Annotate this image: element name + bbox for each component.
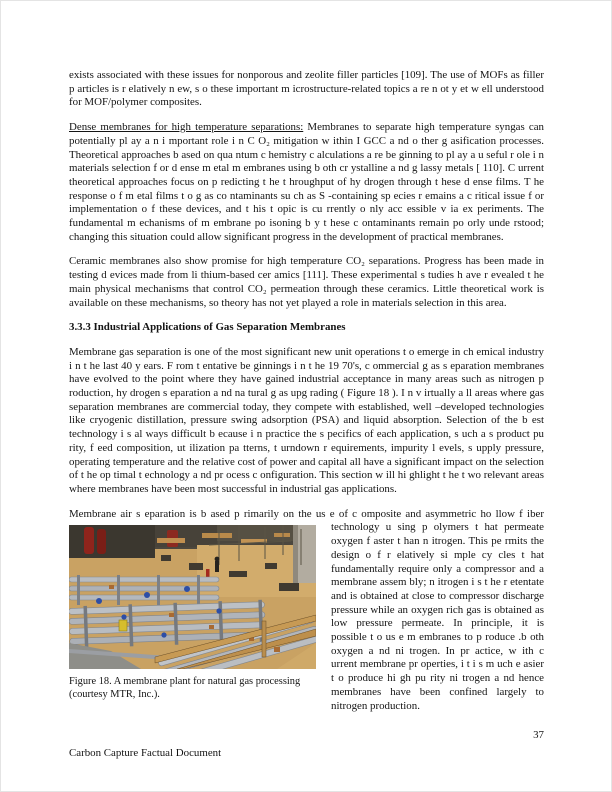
air-separation-intro: Membrane air s eparation is b ased p rimarily on the us e of c omposite and asymmetric ho llow f iber bbox=[69, 507, 544, 520]
dense-membranes-body: Membranes to separate high temperature syngas can potentially pl ay a n i mportant role i n C O₂ mitigation w ithin I GCC a nd o ther g asification processes. Theoretical approaches b ased on qua ntum c hemistry c alculations a re be ginning to pl ay a u seful r ole i n materials selection f or d ense m etal m embranes using b oth cr ystalline a nd g lassy metals [ 110]. C urrent theoretical approaches focus on p redicting t he t hroughput of hy drogen through t hese d ense films. T he response o f m etal films t o g as co ntaminants su ch as S -containing sp ecies r emains a c ritical issue f or implementation o f these devices, and t his t opic is cu rrently o nly acc essible v ia ex periments. The fundamental m echanisms of m embrane po isoning b y t hese c ontaminants remain po orly unde rstood; changing this situation could allow significant progress in the development of practical membranes. bbox=[69, 121, 544, 243]
paragraph-industrial-applications: Membrane gas separation is one of the most significant new unit operations t o emerge in ch emical industry i n t he last 40 y ears. F rom t entative be ginnings i n t he 19 70's, c ommercial g as s eparation membranes have evolved to the point where they have gained industrial acceptance in many areas such as nitrogen p roduction, hy drogen s eparation a nd na tural g as upg rading ( Figure 18 ). I n v irtually a ll areas where gas separation membranes are commercial today, they compete with established, well –developed technologies like cryogenic distillation, pressure swing adsorption (PSA) and liquid absorption. Selection of the b est technology i s al ways difficult b ecause i n practice the s pecifics of each application, s uch a s product pu rity, f eed composition, ut ilization pa tterns, t urndown r equirements, impurity l evels, s upply pressure, operating temperature and the relative cost of power and capital all have a significant impact on the selection of t he op timal t echnology a nd pr ocess c onfiguration. This section w ill hi ghlight t he t wo relevant areas where membranes have been most successful in industrial gas applications. bbox=[69, 345, 544, 495]
dense-membranes-underlined-lead: Dense membranes for high temperature separations: bbox=[69, 121, 304, 134]
paragraph-ceramic-membranes: Ceramic membranes also show promise for high temperature CO₂ separations. Progress has been made in testing d evices made from li thium-based cer amics [111]. These experimental s tudies h ave r evealed t he main physical mechanisms that control CO₂ permeation through these ceramics. Little theoretical work is available on these mechanisms, so theory has not yet played a role in materials selection in this area. bbox=[69, 255, 544, 309]
figure-photo bbox=[69, 525, 316, 669]
air-separation-body: technology u sing p olymers t hat permeate oxygen f aster t han n itrogen. This pe rmits the design o f r elatively si mple cy cles t hat fundamentally require only a compressor and a membrane assem bly; n itrogen i s t he r etentate and is obtained at close to compressor discharge pressure while an oxygen rich gas is obtained as low pressure permeate. In principle, it is possible t o us e m embranes to p roduce .b oth oxygen a nd ni trogen. In pr actice, w ith c urrent membrane pr operties, i t i s m uch e asier t o produce hi gh pu rity ni trogen a nd hence membranes have been confined largely to nitrogen production. bbox=[331, 521, 544, 712]
figure-18 bbox=[69, 525, 316, 721]
figure-caption: Figure 18. A membrane plant for natural gas processing (courtesy MTR, Inc.). bbox=[69, 676, 301, 700]
page-number: 37 bbox=[533, 729, 544, 741]
section-heading-3-3-3: 3.3.3 Industrial Applications of Gas Separation Membranes bbox=[69, 321, 346, 334]
paragraph-mof-composites: exists associated with these issues for nonporous and zeolite filler particles [109]. The use of MOFs as filler p articles is r elatively n ew, s o these important m icrostructure-related topics a re n ot y et w ell understood for MOF/polymer composites. bbox=[69, 69, 544, 109]
footer-title: Carbon Capture Factual Document bbox=[69, 747, 222, 759]
paragraph-dense-membranes bbox=[69, 121, 544, 244]
paragraph-air-separation bbox=[69, 508, 544, 714]
